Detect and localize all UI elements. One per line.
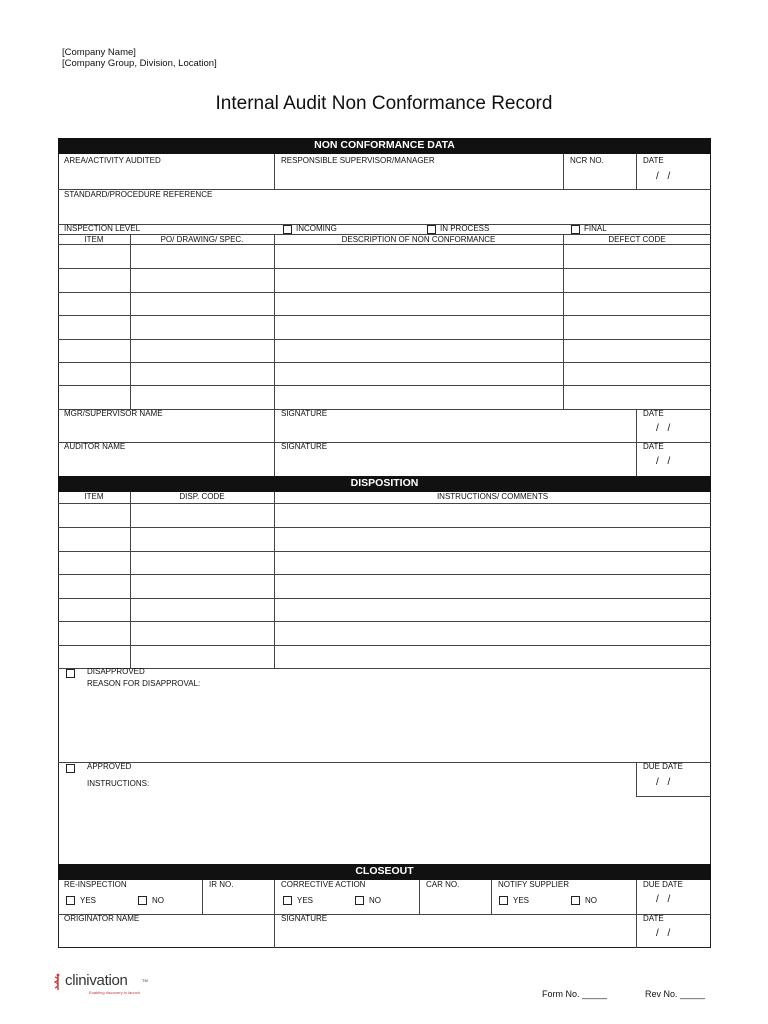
originator-name-label: ORIGINATOR NAME xyxy=(64,914,140,923)
incoming-label: INCOMING xyxy=(296,224,337,233)
notify-no-label: NO xyxy=(585,896,597,905)
auditor-name-label: AUDITOR NAME xyxy=(64,442,126,451)
col-defect-code: DEFECT CODE xyxy=(608,235,666,244)
table-row[interactable] xyxy=(58,574,711,575)
corrective-no-label: NO xyxy=(369,896,381,905)
supervisor-label: RESPONSIBLE SUPERVISOR/MANAGER xyxy=(281,156,435,165)
auditor-date-label: DATE xyxy=(643,442,664,451)
date-label: DATE xyxy=(643,156,664,165)
car-no-label: CAR NO. xyxy=(426,880,460,889)
reinspection-yes-checkbox[interactable] xyxy=(66,896,75,905)
disp-col-item: ITEM xyxy=(84,492,104,501)
close-due-date-field[interactable]: / / xyxy=(656,894,674,905)
mgr-date-label: DATE xyxy=(643,409,664,418)
table-row[interactable] xyxy=(58,362,711,363)
close-due-date-label: DUE DATE xyxy=(643,880,683,889)
page-title: Internal Audit Non Conformance Record xyxy=(215,93,553,114)
notify-yes-label: YES xyxy=(513,896,530,905)
reinspection-no-checkbox[interactable] xyxy=(138,896,147,905)
auditor-signature-label: SIGNATURE xyxy=(281,442,328,451)
company-name: [Company Name] xyxy=(62,47,136,58)
mgr-name-label: MGR/SUPERVISOR NAME xyxy=(64,409,163,418)
standard-label: STANDARD/PROCEDURE REFERENCE xyxy=(64,190,213,199)
table-row[interactable] xyxy=(58,385,711,386)
disapproved-checkbox[interactable] xyxy=(66,669,75,678)
ir-no-label: IR NO. xyxy=(209,880,234,889)
company-group: [Company Group, Division, Location] xyxy=(62,58,217,69)
ncr-label: NCR NO. xyxy=(570,156,604,165)
reinspection-label: RE-INSPECTION xyxy=(64,880,127,889)
logo-tagline: Enabling discovery to launch xyxy=(89,990,140,995)
corrective-yes-label: YES xyxy=(297,896,314,905)
logo-wordmark: clinivation xyxy=(65,972,128,989)
area-label: AREA/ACTIVITY AUDITED xyxy=(64,156,161,165)
table-row[interactable] xyxy=(58,315,711,316)
in-process-label: IN PROCESS xyxy=(440,224,490,233)
rev-no: Rev No. _____ xyxy=(645,989,706,999)
mgr-signature-label: SIGNATURE xyxy=(281,409,328,418)
col-item: ITEM xyxy=(84,235,104,244)
col-description: DESCRIPTION OF NON CONFORMANCE xyxy=(341,235,496,244)
reinspection-no-label: NO xyxy=(152,896,164,905)
originator-signature-label: SIGNATURE xyxy=(281,914,328,923)
table-row[interactable] xyxy=(58,621,711,622)
nc-data-header: NON CONFORMANCE DATA xyxy=(58,138,711,154)
table-row[interactable] xyxy=(58,527,711,528)
mgr-date-field[interactable]: / / xyxy=(656,423,674,434)
corrective-action-label: CORRECTIVE ACTION xyxy=(281,880,366,889)
date-field[interactable]: / / xyxy=(656,171,674,182)
logo-tm: TM xyxy=(142,978,148,983)
col-po: PO/ DRAWING/ SPEC. xyxy=(160,235,244,244)
table-row[interactable] xyxy=(58,268,711,269)
due-date-field[interactable]: / / xyxy=(656,777,674,788)
approved-checkbox[interactable] xyxy=(66,764,75,773)
disp-col-code: DISP. CODE xyxy=(179,492,225,501)
notify-yes-checkbox[interactable] xyxy=(499,896,508,905)
originator-date-label: DATE xyxy=(643,914,664,923)
auditor-date-field[interactable]: / / xyxy=(656,456,674,467)
corrective-no-checkbox[interactable] xyxy=(355,896,364,905)
table-row[interactable] xyxy=(58,292,711,293)
in-process-checkbox[interactable] xyxy=(427,225,436,234)
closeout-header: CLOSEOUT xyxy=(58,864,711,880)
nc-record-form xyxy=(58,138,711,948)
approved-label: APPROVED xyxy=(87,762,132,771)
table-row[interactable] xyxy=(58,339,711,340)
notify-supplier-label: NOTIFY SUPPLIER xyxy=(498,880,569,889)
reason-label: REASON FOR DISAPPROVAL: xyxy=(87,679,201,688)
form-no: Form No. _____ xyxy=(542,989,608,999)
instructions-label: INSTRUCTIONS: xyxy=(87,779,150,788)
disposition-header: DISPOSITION xyxy=(58,476,711,492)
disp-col-instructions: INSTRUCTIONS/ COMMENTS xyxy=(436,492,549,501)
disapproved-label: DISAPPROVED xyxy=(87,667,145,676)
table-row[interactable] xyxy=(58,645,711,646)
notify-no-checkbox[interactable] xyxy=(571,896,580,905)
table-row[interactable] xyxy=(58,551,711,552)
caduceus-icon xyxy=(53,973,63,991)
incoming-checkbox[interactable] xyxy=(283,225,292,234)
reinspection-yes-label: YES xyxy=(80,896,97,905)
final-checkbox[interactable] xyxy=(571,225,580,234)
corrective-yes-checkbox[interactable] xyxy=(283,896,292,905)
due-date-label: DUE DATE xyxy=(643,762,683,771)
form-border xyxy=(58,138,711,948)
table-row[interactable] xyxy=(58,598,711,599)
inspection-level-label: INSPECTION LEVEL xyxy=(64,224,141,233)
originator-date-field[interactable]: / / xyxy=(656,928,674,939)
final-label: FINAL xyxy=(584,224,607,233)
